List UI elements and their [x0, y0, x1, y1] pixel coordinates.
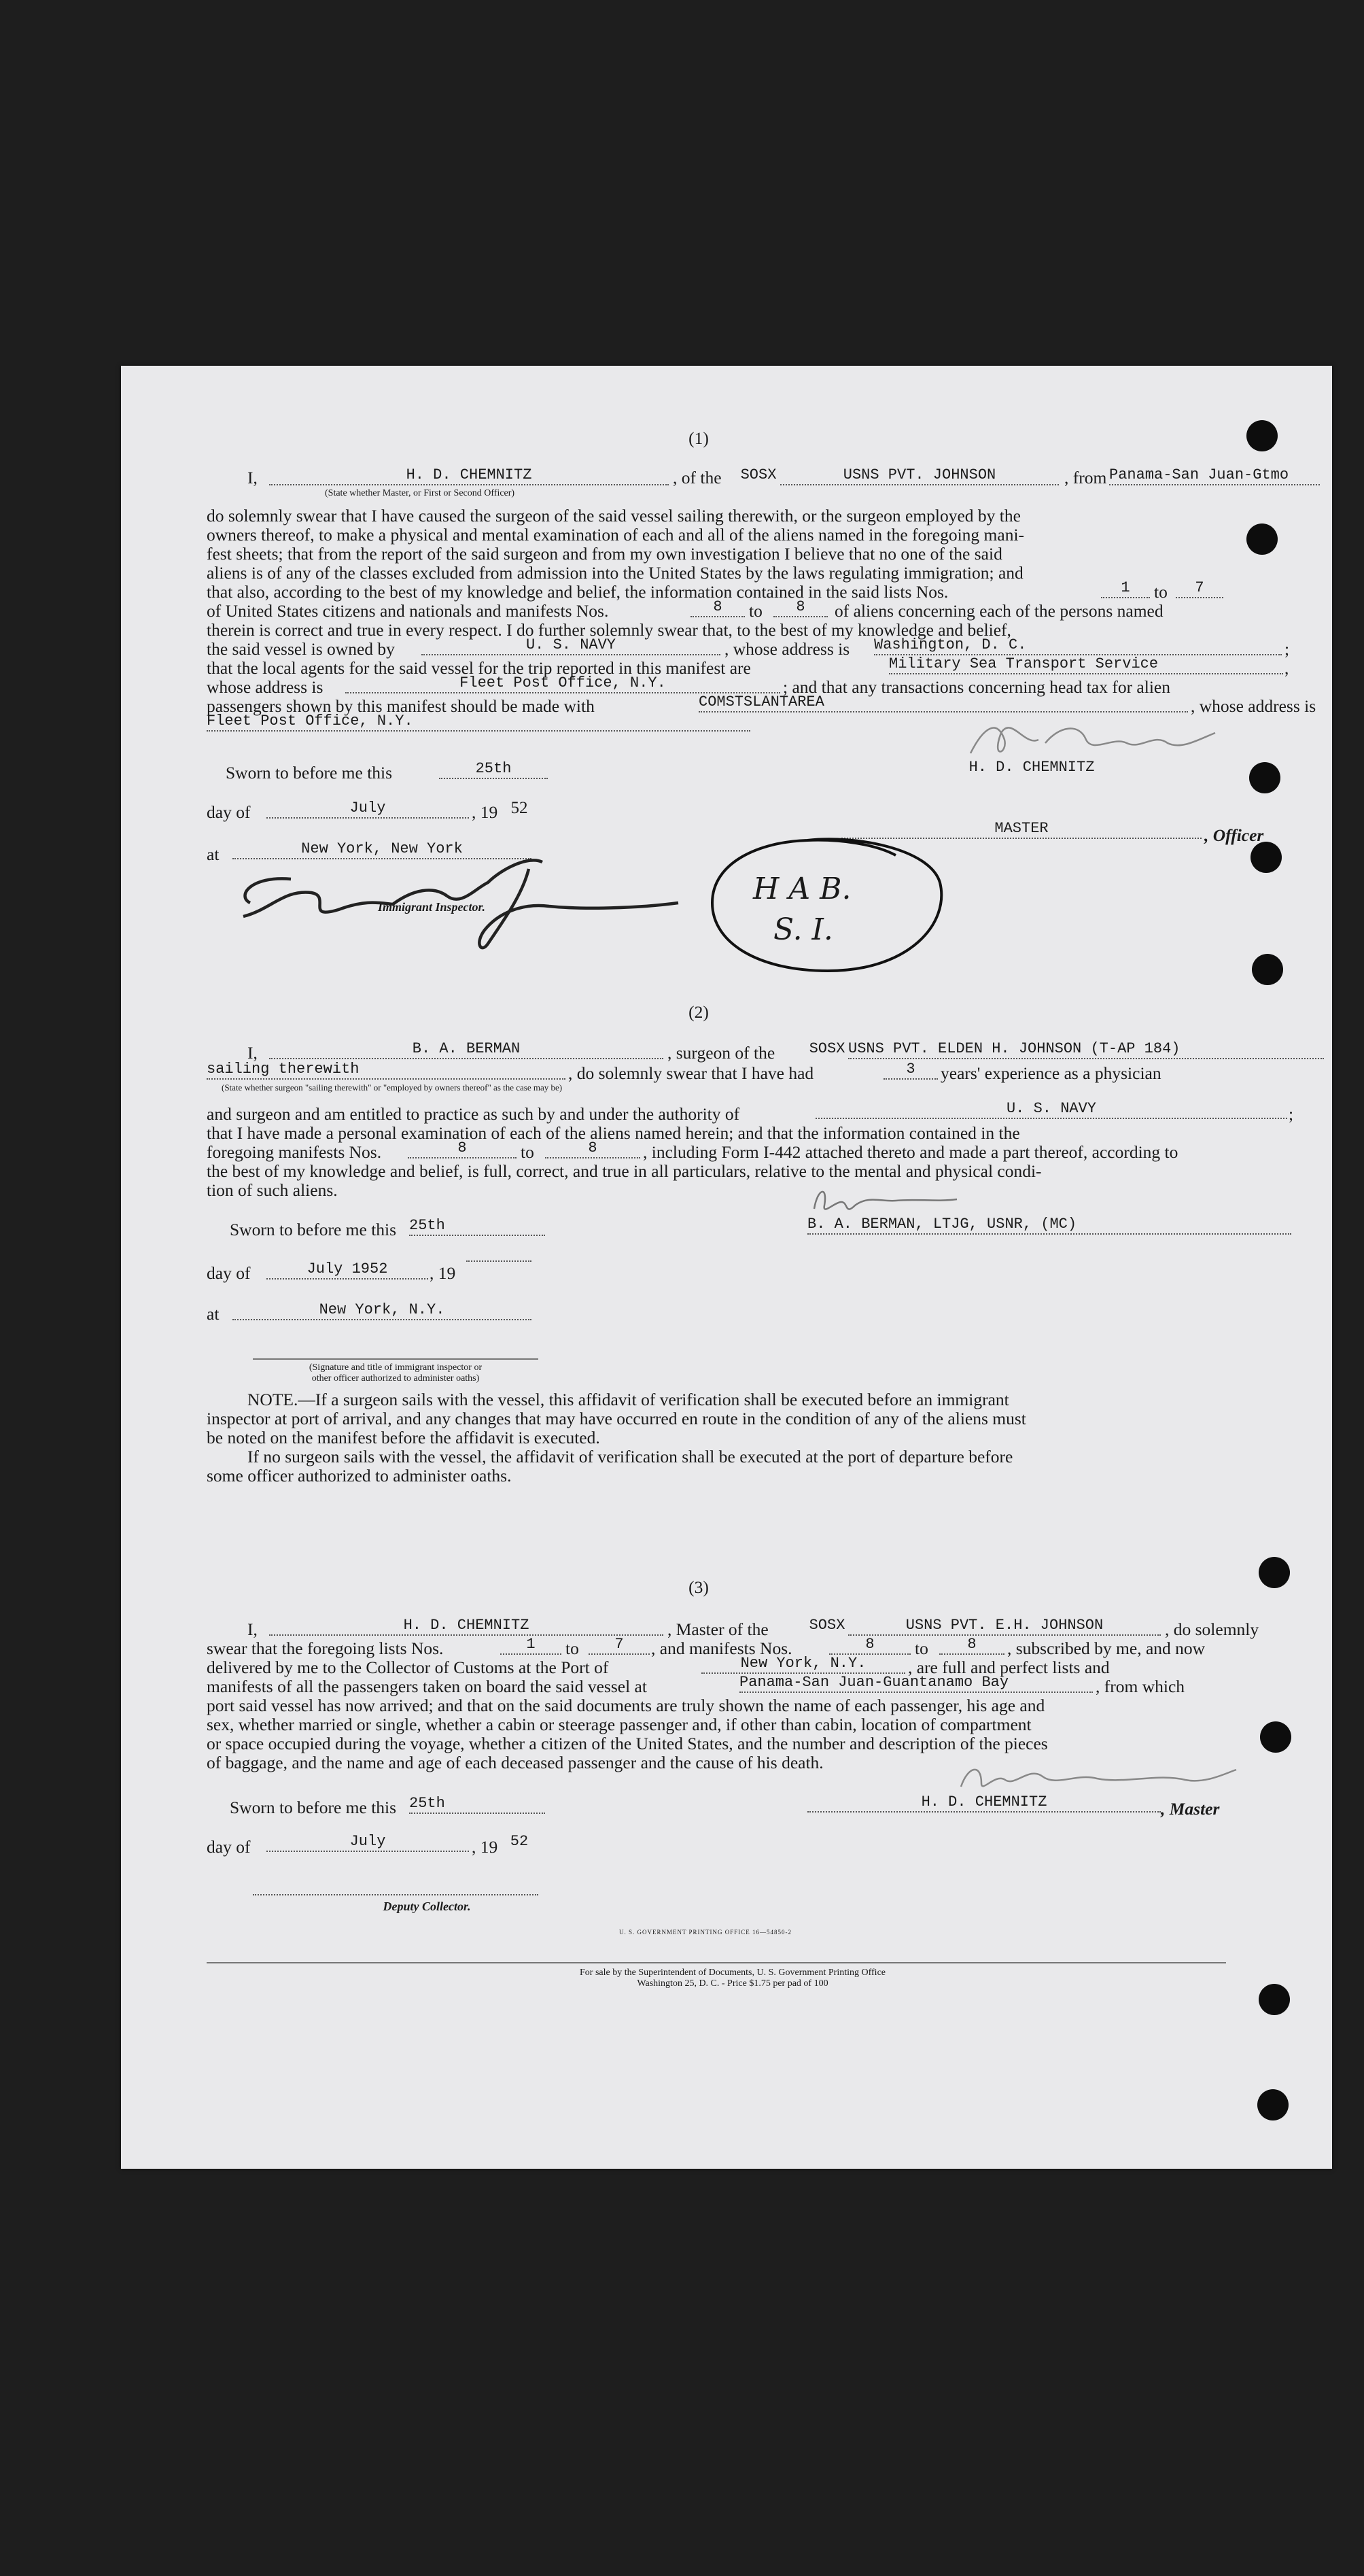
surgeon-of-label: , surgeon of the	[667, 1043, 775, 1063]
body-line: and surgeon and am entitled to practice as such by and under the authority of	[207, 1104, 740, 1124]
gpo-imprint: U. S. GOVERNMENT PRINTING OFFICE 16—54850-2	[618, 1929, 792, 1936]
month-field: July 1952	[266, 1260, 428, 1280]
body-line: passengers shown by this manifest should be made with	[207, 696, 595, 716]
year-label: , 19	[430, 1263, 456, 1283]
body-line: , and manifests Nos.	[651, 1638, 792, 1658]
month-field: July	[266, 800, 469, 819]
authority-field: U. S. NAVY	[816, 1100, 1287, 1119]
from-label: , from	[1064, 468, 1107, 487]
body-line: fest sheets; that from the report of the said surgeon and from my own investigation I believe that no one of the said	[207, 544, 1002, 564]
signer-name: H. D. CHEMNITZ	[807, 1793, 1161, 1813]
binder-hole	[1251, 842, 1282, 873]
body-line: that the local agents for the said vessel for the trip reported in this manifest are	[207, 658, 751, 678]
master-signature	[964, 712, 1222, 767]
month-field: July	[266, 1833, 469, 1852]
body-line: the best of my knowledge and belief, is full, correct, and true in all particulars, relative to the mental and physical condi-	[207, 1161, 1042, 1181]
manifest-to-field: 8	[939, 1636, 1004, 1655]
body-line: , are full and perfect lists and	[908, 1658, 1110, 1677]
body-line: aliens is of any of the classes excluded from admission into the United States by the laws regulating immigration; and	[207, 563, 1024, 583]
master-of-label: , Master of the	[667, 1619, 769, 1639]
headtax-address-field: Fleet Post Office, N.Y.	[207, 712, 750, 732]
vessel-prefix: SOSX	[809, 1040, 845, 1057]
punct: ;	[1289, 1104, 1294, 1124]
to-label: to	[915, 1638, 928, 1658]
headtax-party-field: COMSTSLANTAREA	[699, 693, 1188, 712]
sworn-label: Sworn to before me this	[230, 1220, 397, 1239]
binder-hole	[1257, 2089, 1289, 2120]
agents-address-field: Fleet Post Office, N.Y.	[345, 674, 780, 693]
body-line: sex, whether married or single, whether a cabin or steerage passenger and, if other than cabin, location of compartment	[207, 1715, 1032, 1734]
binder-hole	[1259, 1984, 1290, 2015]
binder-hole	[1246, 420, 1278, 451]
body-line: therein is correct and true in every respect. I do further solemnly swear that, to the best of my knowledge and belief,	[207, 620, 1011, 640]
body-line: ; and that any transactions concerning head tax for alien	[783, 677, 1170, 697]
footer-rule	[207, 1962, 1226, 1963]
sale-line: For sale by the Superintendent of Documents, U. S. Government Printing Office	[580, 1968, 886, 1978]
manifest-to-field: 8	[773, 598, 828, 617]
signer-name: H. D. CHEMNITZ	[968, 759, 1095, 776]
lists-to-field: 7	[589, 1636, 650, 1655]
binder-hole	[1249, 762, 1280, 793]
body-line: foregoing manifests Nos.	[207, 1142, 382, 1162]
manifest-from-field: 8	[829, 1636, 911, 1655]
body-line: of baggage, and the name and age of each deceased passenger and the cause of his death.	[207, 1753, 824, 1772]
day-of-label: day of	[207, 802, 251, 822]
body-line: port said vessel has now arrived; and that on the said documents are truly shown the name of each passenger, his age and	[207, 1696, 1045, 1715]
to-label: to	[749, 601, 763, 621]
year-label: , 19	[472, 1837, 498, 1857]
vessel-name-field: USNS PVT. E.H. JOHNSON	[848, 1617, 1161, 1636]
body-line: do solemnly swear that I have caused the surgeon of the said vessel sailing therewith, or the surgeon employed by the	[207, 506, 1021, 526]
surgeon-name-field: B. A. BERMAN	[269, 1040, 663, 1059]
surgeon-caption: (State whether surgeon "sailing therewith" or "employed by owners thereof" as the case may be)	[222, 1082, 563, 1093]
place-field: New York, New York	[232, 840, 531, 859]
body-line: , whose address is	[724, 639, 850, 659]
officer-label: , Officer	[1204, 825, 1264, 845]
punct: ,	[1284, 658, 1289, 678]
note-line: be noted on the manifest before the affidavit is executed.	[207, 1428, 600, 1447]
manifest-to-field: 8	[545, 1139, 640, 1158]
sworn-day-field: 25th	[409, 1795, 545, 1814]
sworn-day-field: 25th	[439, 760, 548, 779]
year-field	[466, 1260, 531, 1262]
from-port-field: Panama-San Juan-Guantanamo Bay	[739, 1674, 1093, 1693]
rank-field: MASTER	[841, 820, 1202, 839]
years-field: 3	[884, 1061, 938, 1080]
body-line: that also, according to the best of my knowledge and belief, the information contained in the said lists Nos.	[207, 582, 949, 602]
vessel-name-field: USNS PVT. ELDEN H. JOHNSON (T-AP 184)	[848, 1040, 1324, 1059]
body-line: , from which	[1096, 1677, 1185, 1696]
year-field: 52	[510, 1833, 529, 1850]
sig-caption: other officer authorized to administer oaths)	[311, 1373, 480, 1384]
lists-from-field: 1	[500, 1636, 561, 1655]
body-line: , whose address is	[1191, 696, 1316, 716]
body-line: the said vessel is owned by	[207, 639, 395, 659]
body-line: years' experience as a physician	[941, 1063, 1161, 1083]
binder-hole	[1259, 1557, 1290, 1588]
punct: ;	[1284, 639, 1290, 659]
note-line: some officer authorized to administer oaths.	[207, 1466, 512, 1486]
body-line: swear that the foregoing lists Nos.	[207, 1638, 444, 1658]
signature-line	[253, 1894, 538, 1895]
pronoun: I,	[247, 1043, 258, 1063]
body-line: , do solemnly swear that I have had	[568, 1063, 814, 1083]
signature-line	[253, 1358, 538, 1360]
master-label: , Master	[1161, 1799, 1220, 1819]
binder-hole	[1252, 954, 1283, 985]
body-line: , including Form I-442 attached thereto and made a part thereof, according to	[643, 1142, 1178, 1162]
stamp-text-line1: H A B.	[753, 872, 852, 906]
owner-address-field: Washington, D. C.	[874, 636, 1282, 655]
section-number: (2)	[688, 1002, 709, 1022]
pronoun: I,	[247, 1619, 258, 1639]
sailing-field: sailing therewith	[207, 1061, 565, 1080]
body-line: delivered by me to the Collector of Customs at the Port of	[207, 1658, 609, 1677]
to-label: to	[521, 1142, 534, 1162]
to-label: to	[565, 1638, 579, 1658]
at-label: at	[207, 844, 220, 864]
state-caption: (State whether Master, or First or Second Officer)	[325, 488, 515, 498]
note-line: NOTE.—If a surgeon sails with the vessel, this affidavit of verification shall be executed before an immigrant	[247, 1390, 1009, 1409]
body-line: owners thereof, to make a physical and mental examination of each and all of the aliens named in the foregoing mani-	[207, 525, 1025, 545]
note-line: inspector at port of arrival, and any changes that may have occurred en route in the condition of any of the aliens must	[207, 1409, 1026, 1428]
sale-line: Washington 25, D. C. - Price $1.75 per pad of 100	[637, 1978, 828, 1989]
binder-hole	[1246, 523, 1278, 555]
body-line: or space occupied during the voyage, whether a citizen of the United States, and the number and description of the pieces	[207, 1734, 1048, 1753]
lists-from-field: 1	[1101, 579, 1150, 598]
body-line: of aliens concerning each of the persons named	[835, 601, 1164, 621]
deputy-caption: Deputy Collector.	[383, 1900, 471, 1913]
body-line: manifests of all the passengers taken on board the said vessel at	[207, 1677, 647, 1696]
sworn-label: Sworn to before me this	[226, 763, 393, 783]
day-of-label: day of	[207, 1263, 251, 1283]
inspector-caption: Immigrant Inspector.	[378, 900, 486, 914]
section-number: (1)	[688, 428, 709, 448]
manifest-from-field: 8	[690, 598, 745, 617]
master-name-field: H. D. CHEMNITZ	[269, 1617, 663, 1636]
body-line: , do solemnly	[1165, 1619, 1259, 1639]
stamp-text-line2: S. I.	[773, 912, 833, 947]
from-port-field: Panama-San Juan-Gtmo	[1109, 466, 1320, 485]
year-field: 52	[510, 799, 528, 817]
note-line: If no surgeon sails with the vessel, the affidavit of verification shall be executed at the port of departure before	[247, 1447, 1013, 1466]
vessel-name-field: USNS PVT. JOHNSON	[780, 466, 1059, 485]
agents-field: Military Sea Transport Service	[889, 655, 1283, 674]
vessel-prefix: SOSX	[809, 1617, 845, 1634]
body-line: whose address is	[207, 677, 323, 697]
owner-field: U. S. NAVY	[421, 636, 720, 655]
body-line: tion of such aliens.	[207, 1180, 338, 1200]
hand-stamp	[705, 835, 950, 978]
body-line: of United States citizens and nationals and manifests Nos.	[207, 601, 609, 621]
sworn-day-field: 25th	[409, 1217, 545, 1236]
section-number: (3)	[688, 1577, 709, 1597]
port-field: New York, N.Y.	[701, 1655, 905, 1674]
vessel-prefix: SOSX	[740, 466, 777, 483]
at-label: at	[207, 1304, 220, 1324]
binder-hole	[1260, 1721, 1291, 1753]
form-page	[121, 366, 1332, 2169]
pronoun: I,	[247, 468, 258, 487]
year-label: , 19	[472, 802, 498, 822]
manifest-from-field: 8	[408, 1139, 517, 1158]
day-of-label: day of	[207, 1837, 251, 1857]
place-field: New York, N.Y.	[232, 1301, 531, 1320]
sworn-label: Sworn to before me this	[230, 1798, 397, 1817]
sig-caption: (Signature and title of immigrant inspector or	[309, 1362, 483, 1373]
master-name-field: H. D. CHEMNITZ	[269, 466, 669, 485]
body-line: , subscribed by me, and now	[1007, 1638, 1206, 1658]
to-label: to	[1154, 582, 1168, 602]
lists-to-field: 7	[1176, 579, 1223, 598]
of-the-label: , of the	[673, 468, 722, 487]
body-line: that I have made a personal examination of each of the aliens named herein; and that the information contained in the	[207, 1123, 1020, 1143]
surgeon-signer: B. A. BERMAN, LTJG, USNR, (MC)	[807, 1216, 1291, 1235]
